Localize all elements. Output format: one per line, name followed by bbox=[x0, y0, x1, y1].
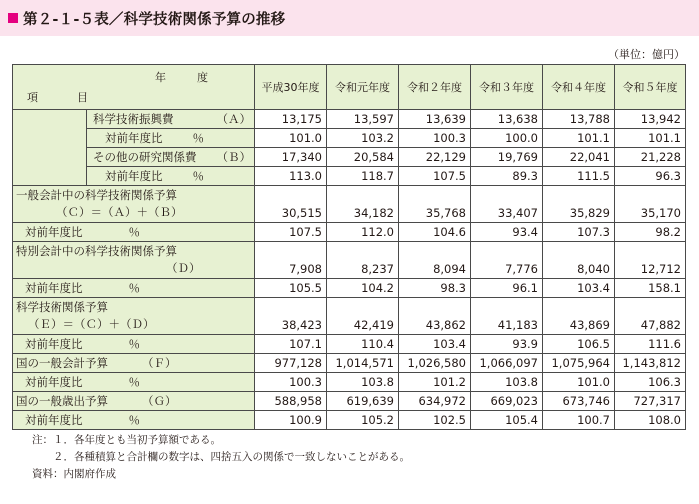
row-label: 科学技術振興費 （Ａ） bbox=[87, 110, 255, 129]
row-label: 対前年度比 ％ bbox=[13, 335, 255, 354]
table-row: 対前年度比 ％ 100.9 105.2 102.5 105.4 100.7 108.0 bbox=[13, 411, 686, 430]
budget-table bbox=[12, 64, 686, 430]
row-label: 対前年度比 ％ bbox=[87, 167, 255, 186]
table-row: 国の一般歳出予算 （Ｇ） 588,958 619,639 634,972 669,023 673,746 727,317 bbox=[13, 392, 686, 411]
row-label: 国の一般歳出予算 （Ｇ） bbox=[13, 392, 255, 411]
year-header: 令和５年度 bbox=[615, 65, 686, 110]
table-row: 特別会計中の科学技術関係予算 （Ｄ） 7,908 8,237 8,094 7,776 8,040 12,712 bbox=[13, 242, 686, 279]
table-row: 科学技術関係予算 （Ｅ）＝（Ｃ）＋（Ｄ） 38,423 42,419 43,862 41,183 43,869 47,882 bbox=[13, 298, 686, 335]
note-line: ２．各種積算と合計欄の数字は、四捨五入の関係で一致しないことがある。 bbox=[32, 451, 410, 463]
header-nendo: 年 度 bbox=[155, 71, 218, 84]
table-row: 一般会計中の科学技術関係予算 （Ｃ）＝（Ａ）＋（Ｂ） 30,515 34,182 35,768 33,407 35,829 35,170 bbox=[13, 186, 686, 223]
table-row: 対前年度比 ％ 107.5 112.0 104.6 93.4 107.3 98.2 bbox=[13, 223, 686, 242]
group-indent bbox=[13, 110, 87, 186]
row-label: 対前年度比 ％ bbox=[13, 411, 255, 430]
table-row: 対前年度比 ％ 100.3 103.8 101.2 103.8 101.0 106.3 bbox=[13, 373, 686, 392]
row-label: その他の研究関係費 （Ｂ） bbox=[87, 148, 255, 167]
row-label: 国の一般会計予算 （Ｆ） bbox=[13, 354, 255, 373]
source-line: 資料：内閣府作成 bbox=[32, 468, 116, 480]
table-row: 対前年度比 ％ 107.1 110.4 103.4 93.9 106.5 111.6 bbox=[13, 335, 686, 354]
table-row: 科学技術振興費 （Ａ） 13,175 13,597 13,639 13,638 13,788 13,942 bbox=[13, 110, 686, 129]
row-label: 対前年度比 ％ bbox=[13, 279, 255, 298]
row-label: 科学技術関係予算 （Ｅ）＝（Ｃ）＋（Ｄ） bbox=[13, 298, 255, 335]
table-title: 第２-１-５表／科学技術関係予算の推移 bbox=[23, 11, 286, 28]
year-header: 平成30年度 bbox=[255, 65, 327, 110]
row-label: 特別会計中の科学技術関係予算 （Ｄ） bbox=[13, 242, 255, 279]
row-label: 対前年度比 ％ bbox=[87, 129, 255, 148]
note-line: 注：１．各年度とも当初予算額である。 bbox=[32, 434, 221, 446]
year-header: 令和４年度 bbox=[543, 65, 615, 110]
title-marker-icon bbox=[8, 13, 18, 23]
header-corner bbox=[13, 65, 255, 110]
table-row: 対前年度比 ％ 105.5 104.2 98.3 96.1 103.4 158.1 bbox=[13, 279, 686, 298]
header-koumoku: 項 目 bbox=[27, 91, 102, 104]
year-header: 令和元年度 bbox=[327, 65, 399, 110]
row-label: 対前年度比 ％ bbox=[13, 223, 255, 242]
table-row: 対前年度比 ％ 113.0 118.7 107.5 89.3 111.5 96.3 bbox=[13, 167, 686, 186]
table-row: 国の一般会計予算 （Ｆ） 977,128 1,014,571 1,026,580 1,066,097 1,075,964 1,143,812 bbox=[13, 354, 686, 373]
table-row: その他の研究関係費 （Ｂ） 17,340 20,584 22,129 19,769 22,041 21,228 bbox=[13, 148, 686, 167]
title-bar bbox=[0, 0, 699, 36]
year-header: 令和３年度 bbox=[471, 65, 543, 110]
table-row: 対前年度比 ％ 101.0 103.2 100.3 100.0 101.1 101.1 bbox=[13, 129, 686, 148]
unit-label: （単位：億円） bbox=[608, 48, 685, 61]
header-row bbox=[13, 65, 686, 110]
row-label: 対前年度比 ％ bbox=[13, 373, 255, 392]
row-label: 一般会計中の科学技術関係予算 （Ｃ）＝（Ａ）＋（Ｂ） bbox=[13, 186, 255, 223]
year-header: 令和２年度 bbox=[399, 65, 471, 110]
footnotes bbox=[32, 432, 410, 483]
